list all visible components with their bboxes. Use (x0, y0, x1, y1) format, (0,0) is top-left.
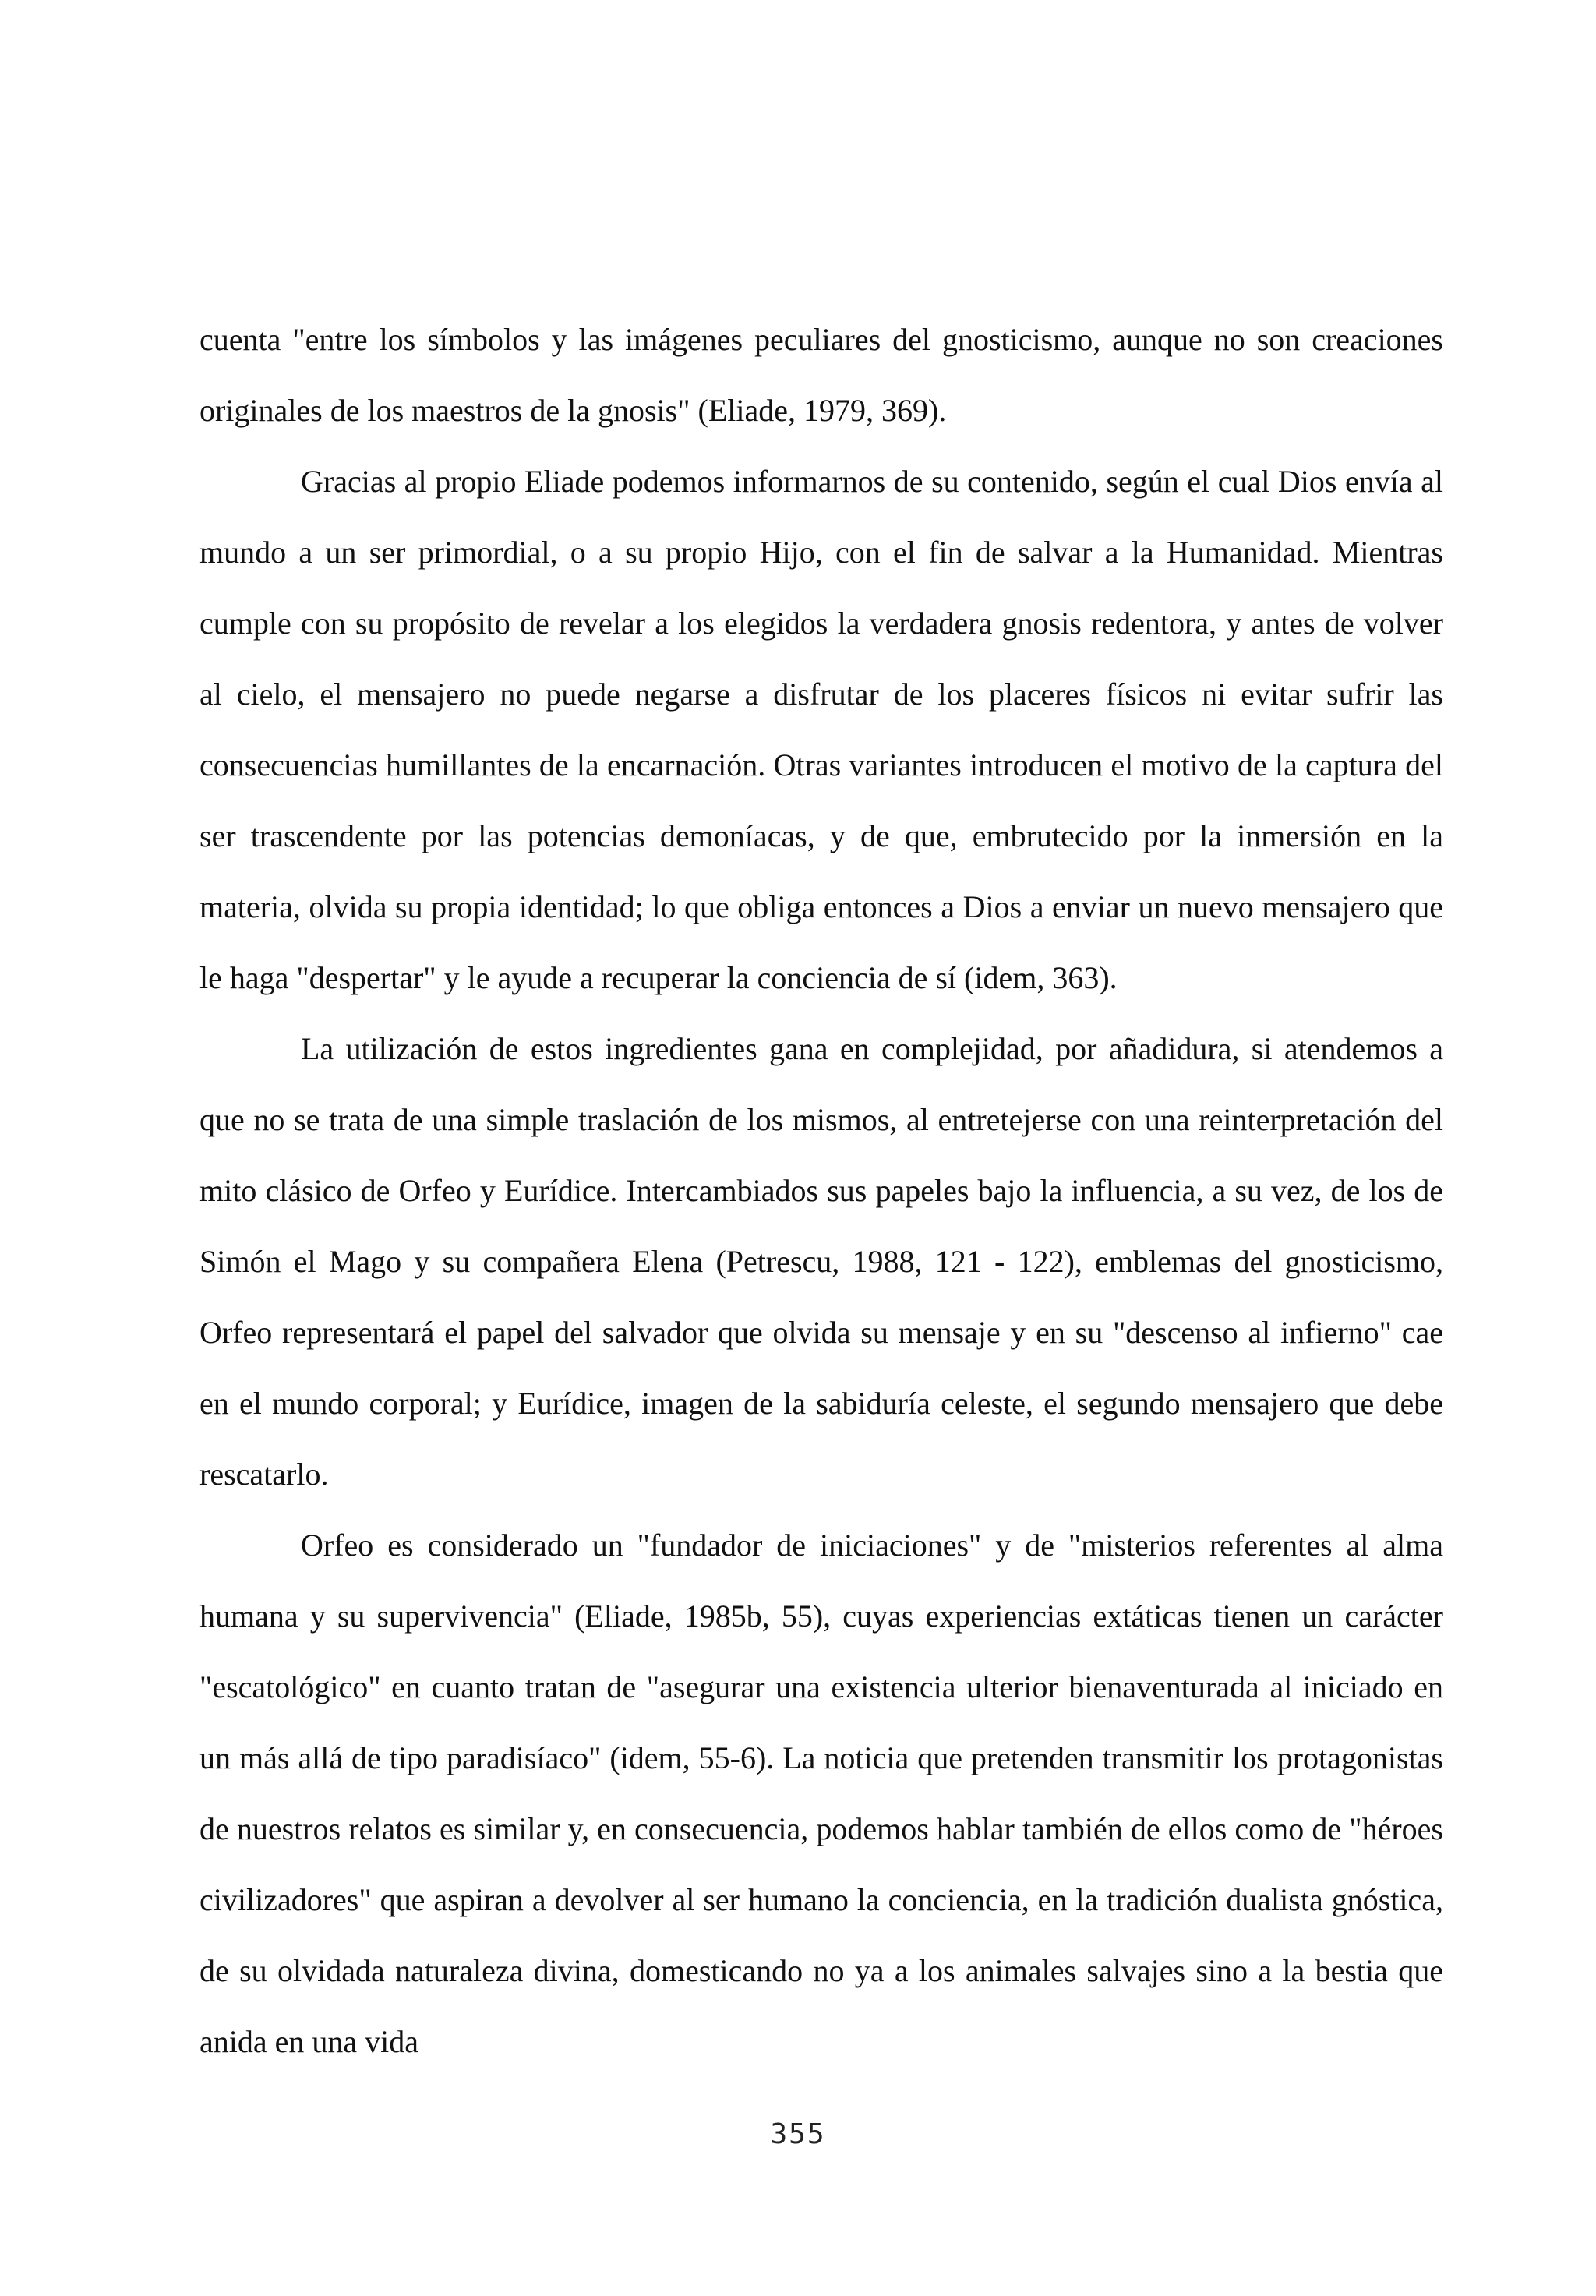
page-body (200, 304, 1443, 2077)
page-number: 355 (770, 2118, 826, 2150)
paragraph-continuation: cuenta "entre los símbolos y las imágenes peculiares del gnosticismo, aunque no son creaciones originales de los maestros de la gnosis" (Eliade, 1979, 369). (200, 322, 1443, 428)
paragraph-eliade-content: Gracias al propio Eliade podemos informarnos de su contenido, según el cual Dios envía al mundo a un ser primordial, o a su propio Hijo, con el fin de salvar a la Humanidad. Mientras cumple con su propósito de revelar a los elegidos la verdadera gnosis redentora, y antes de volver al cielo, el mensajero no puede negarse a disfrutar de los placeres físicos ni evitar sufrir las consecuencias humillantes de la encarnación. Otras variantes introducen el motivo de la captura del ser trascendente por las potencias demoníacas, y de que, embrutecido por la inmersión en la materia, olvida su propia identidad; lo que obliga entonces a Dios a enviar un nuevo mensajero que le haga "despertar" y le ayude a recuperar la conciencia de sí (idem, 363). (200, 464, 1443, 995)
paragraph-orfeo-iniciaciones: Orfeo es considerado un "fundador de iniciaciones" y de "misterios referentes al alma humana y su supervivencia" (Eliade, 1985b, 55), cuyas experiencias extáticas tienen un carácter "escatológico" en cuanto tratan de "asegurar una existencia ulterior bienaventurada al iniciado en un más allá de tipo paradisíaco" (idem, 55-6). La noticia que pretenden transmitir los protagonistas de nuestros relatos es similar y, en consecuencia, podemos hablar también de ellos como de "héroes civilizadores" que aspiran a devolver al ser humano la conciencia, en la tradición dualista gnóstica, de su olvidada naturaleza divina, domesticando no ya a los animales salvajes sino a la bestia que anida en una vida (200, 1528, 1443, 2059)
paragraph-orfeo-euridice: La utilización de estos ingredientes gana en complejidad, por añadidura, si atendemos a que no se trata de una simple traslación de los mismos, al entretejerse con una reinterpretación del mito clásico de Orfeo y Eurídice. Intercambiados sus papeles bajo la influencia, a su vez, de los de Simón el Mago y su compañera Elena (Petrescu, 1988, 121 - 122), emblemas del gnosticismo, Orfeo representará el papel del salvador que olvida su mensaje y en su "descenso al infierno" cae en el mundo corporal; y Eurídice, imagen de la sabiduría celeste, el segundo mensajero que debe rescatarlo. (200, 1031, 1443, 1492)
